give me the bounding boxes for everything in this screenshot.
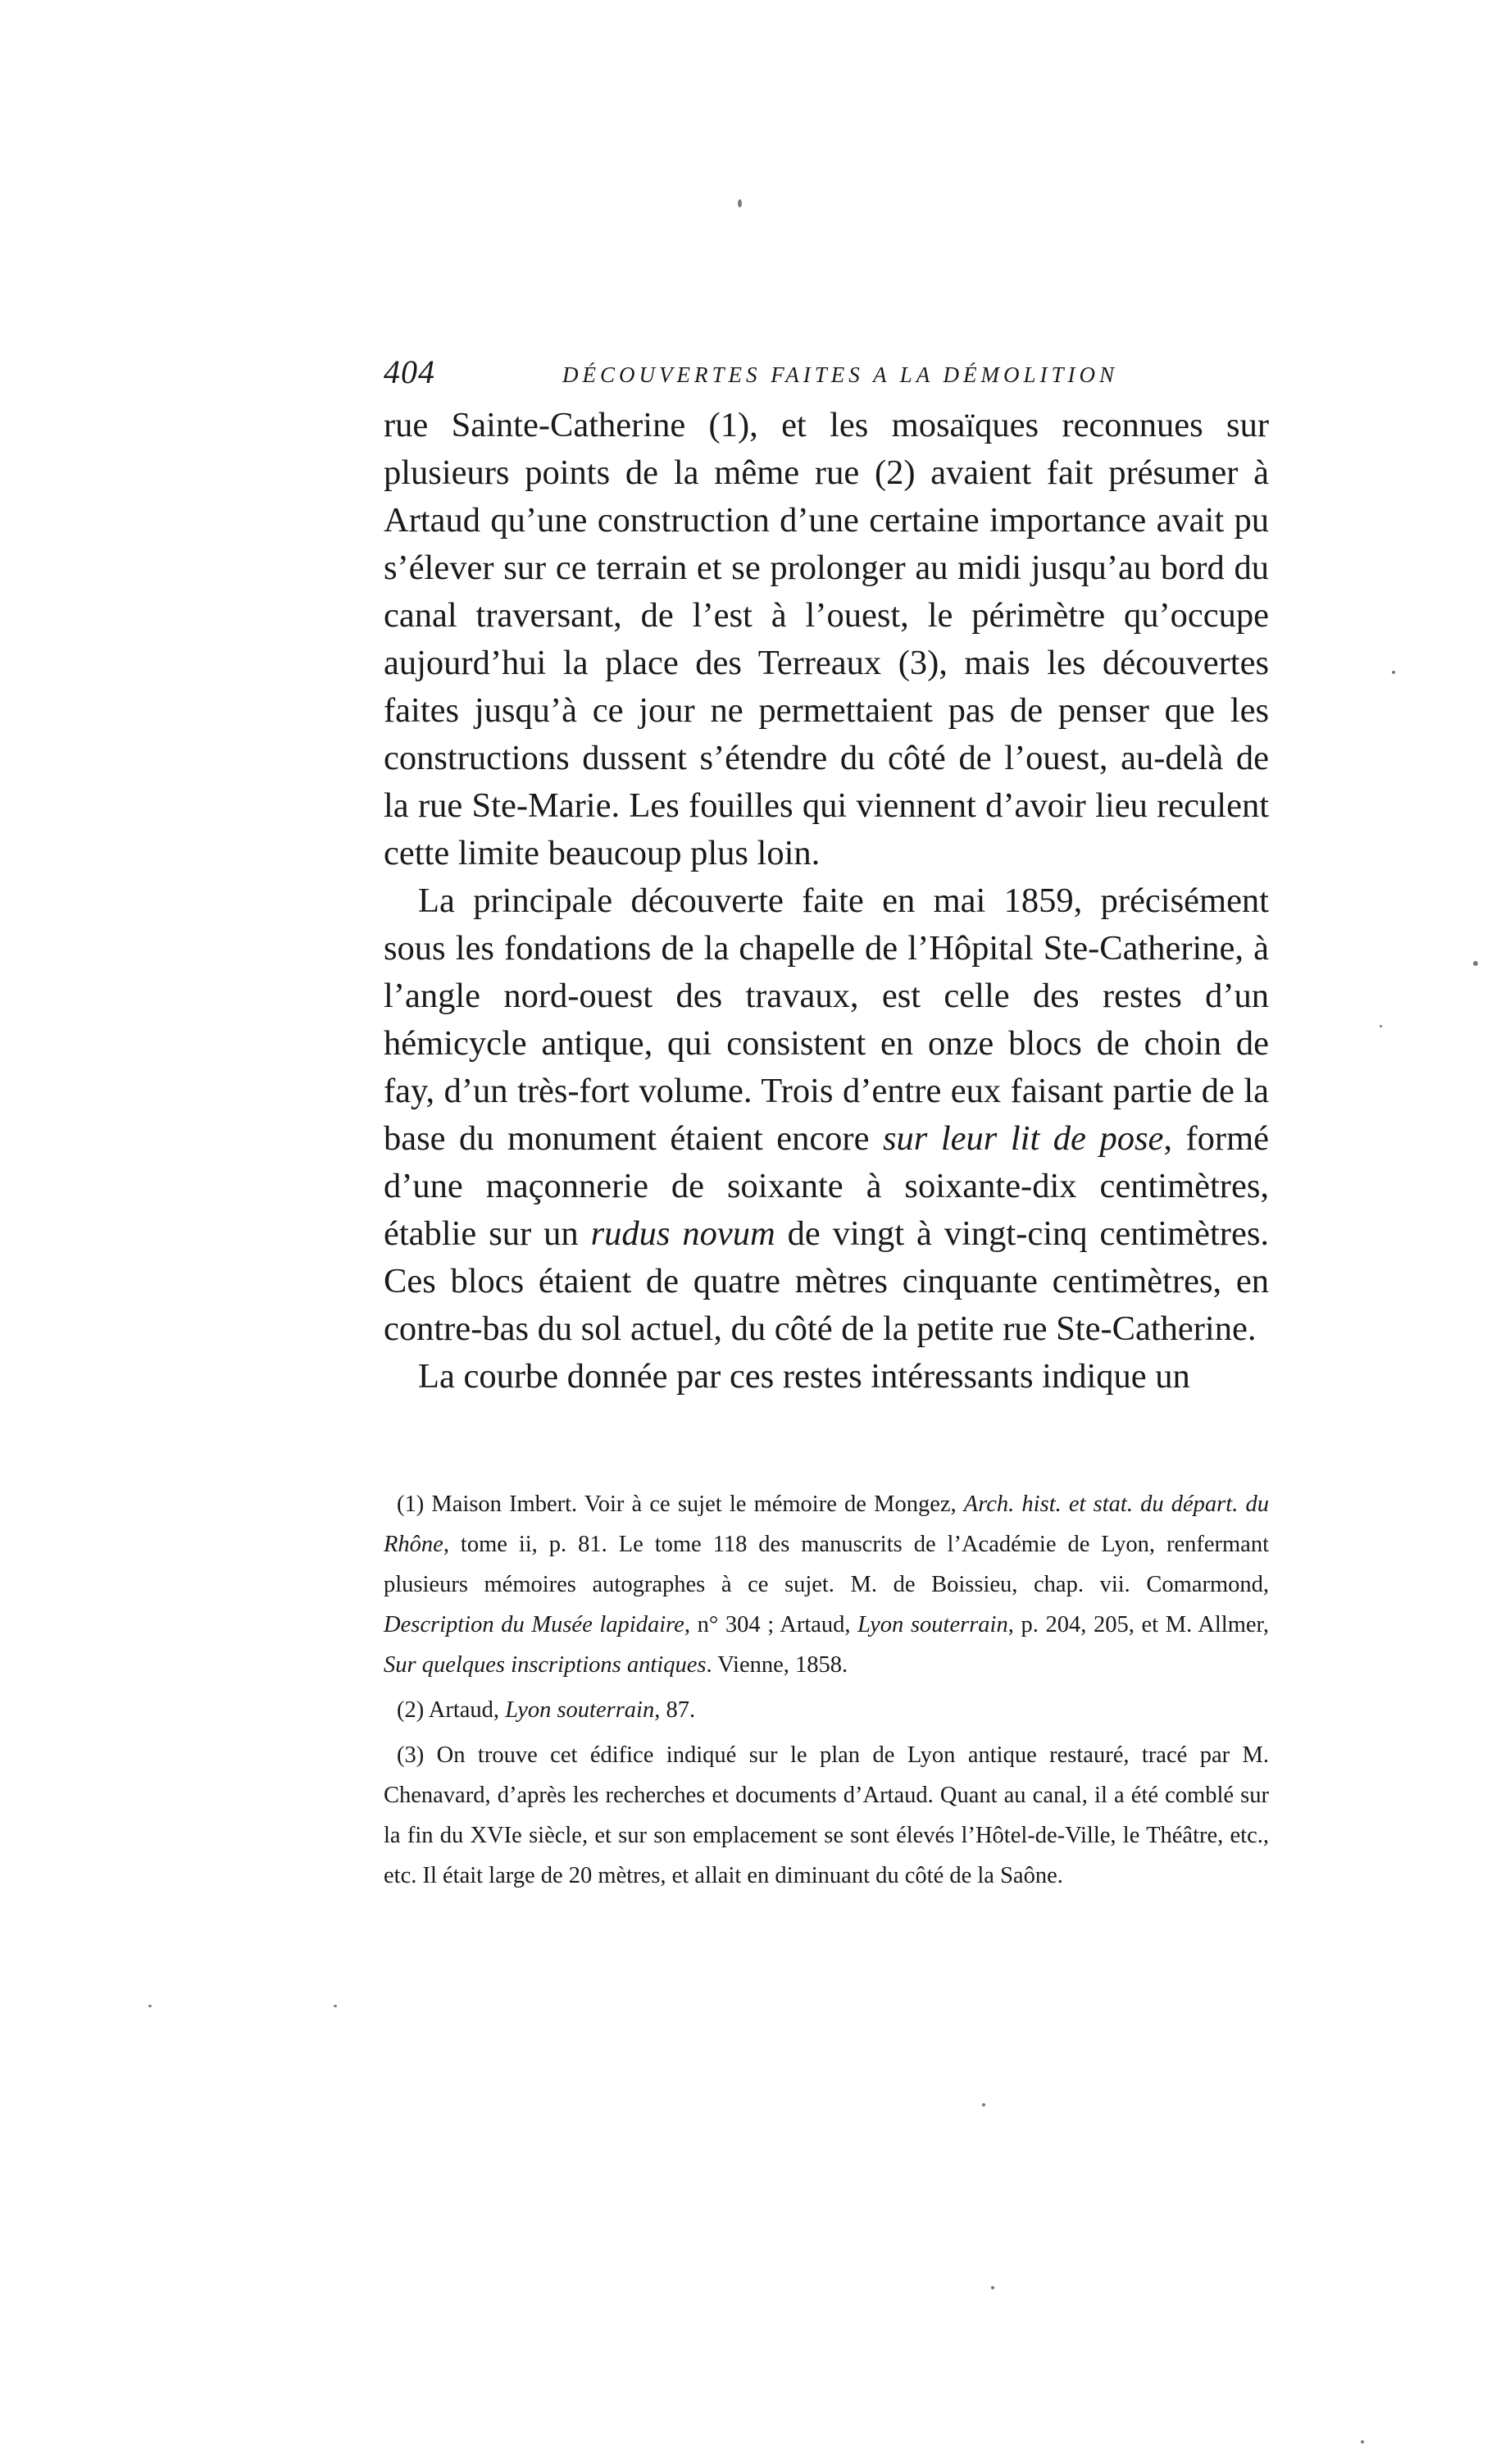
footnote-2-emphasis-1: Lyon souterrain xyxy=(505,1697,655,1723)
paragraph-2-emphasis-1: sur leur lit de pose xyxy=(882,1119,1164,1158)
paragraph-1-text: rue Sainte-Catherine (1), et les mosaïques reconnues sur plusieurs points de la même rue (2) avaient fait présumer à Artaud qu’une construction d’une certaine importance avait pu s’élever sur ce terrain et se prolonger au midi jusqu’au bord du canal traversant, de l’est à l’ouest, le périmètre qu’occupe aujourd’hui la place des Terreaux (3), mais les découvertes faites jusqu’à ce jour ne permettaient pas de penser que les constructions dussent s’étendre du côté de l’ouest, au-delà de la rue Ste-Marie. Les fouilles qui viennent d’avoir lieu reculent cette limite beaucoup plus loin. xyxy=(384,406,1269,872)
paragraph-2 xyxy=(384,877,1269,1353)
footnote-2-text-b: , 87. xyxy=(654,1697,696,1723)
footnote-1-text-c: , n° 304 ; Artaud, xyxy=(684,1612,858,1637)
footnote-1-text-e: . Vienne, 1858. xyxy=(706,1652,848,1678)
scan-speck xyxy=(1380,1025,1382,1027)
paragraph-3-text: La courbe donnée par ces restes intéressants indique un xyxy=(418,1357,1190,1396)
paragraph-2-text-b: , formé d’une maçonnerie de soixante à soixante-dix centimètres, établie sur un xyxy=(384,1119,1269,1253)
footnote-1-emphasis-2: Description du Musée lapidaire xyxy=(384,1612,684,1637)
footnotes xyxy=(384,1484,1269,1901)
scan-speck xyxy=(334,2005,337,2007)
body-text xyxy=(384,402,1269,1401)
paragraph-2-text-c: de vingt à vingt-cinq centimètres. Ces blocs étaient de quatre mètres cinquante centimètres, en contre-bas du sol actuel, du côté de la petite rue Ste-Catherine. xyxy=(384,1214,1269,1348)
paragraph-3 xyxy=(384,1353,1269,1401)
scan-speck xyxy=(982,2103,985,2106)
scan-speck xyxy=(738,199,742,207)
paragraph-2-text-a: La principale découverte faite en mai 1859, précisément sous les fondations de la chapelle de l’Hôpital Ste-Catherine, à l’angle nord-ouest des travaux, est celle des restes d’un hémicycle antique, qui consistent en onze blocs de choin de fay, d’un très-fort volume. Trois d’entre eux faisant partie de la base du monument étaient encore xyxy=(384,881,1269,1158)
paragraph-1 xyxy=(384,402,1269,877)
page-number: 404 xyxy=(384,353,435,390)
footnote-1-emphasis-1: Arch. hist. et stat. du départ. du Rhône xyxy=(384,1492,1269,1557)
footnote-1-text-d: , p. 204, 205, et M. Allmer, xyxy=(1007,1612,1269,1637)
footnote-2-text-a: (2) Artaud, xyxy=(397,1697,506,1723)
footnote-1-text-a: (1) Maison Imbert. Voir à ce sujet le mémoire de Mongez, xyxy=(397,1492,964,1517)
footnote-3-text: (3) On trouve cet édifice indiqué sur le plan de Lyon antique restauré, tracé par M. Chenavard, d’après les recherches et documents d’Artaud. Quant au canal, il a été comblé sur la fin du XVIe siècle, et sur son emplacement se sont élevés l’Hôtel-de-Ville, le Théâtre, etc., etc. Il était large de 20 mètres, et allait en diminuant du côté de la Saône. xyxy=(384,1742,1269,1888)
scan-speck xyxy=(1392,671,1395,674)
scan-speck xyxy=(991,2286,994,2289)
scan-speck xyxy=(1473,961,1478,966)
footnote-2 xyxy=(384,1690,1269,1730)
scan-speck xyxy=(148,2005,152,2007)
footnote-1-text-b: , tome ii, p. 81. Le tome 118 des manuscrits de l’Académie de Lyon, renfermant plusieurs mémoires autographes à ce sujet. M. de Boissieu, chap. vii. Comarmond, xyxy=(384,1532,1269,1597)
page-header xyxy=(384,353,1269,394)
footnote-3 xyxy=(384,1735,1269,1896)
paragraph-2-emphasis-2: rudus novum xyxy=(590,1214,775,1253)
running-head: DÉCOUVERTES FAITES A LA DÉMOLITION xyxy=(562,362,1119,387)
footnote-1-emphasis-3: Lyon souterrain xyxy=(857,1612,1008,1637)
scan-speck xyxy=(1361,2440,1364,2444)
footnote-1-emphasis-4: Sur quelques inscriptions antiques xyxy=(384,1652,707,1678)
footnote-1 xyxy=(384,1484,1269,1685)
